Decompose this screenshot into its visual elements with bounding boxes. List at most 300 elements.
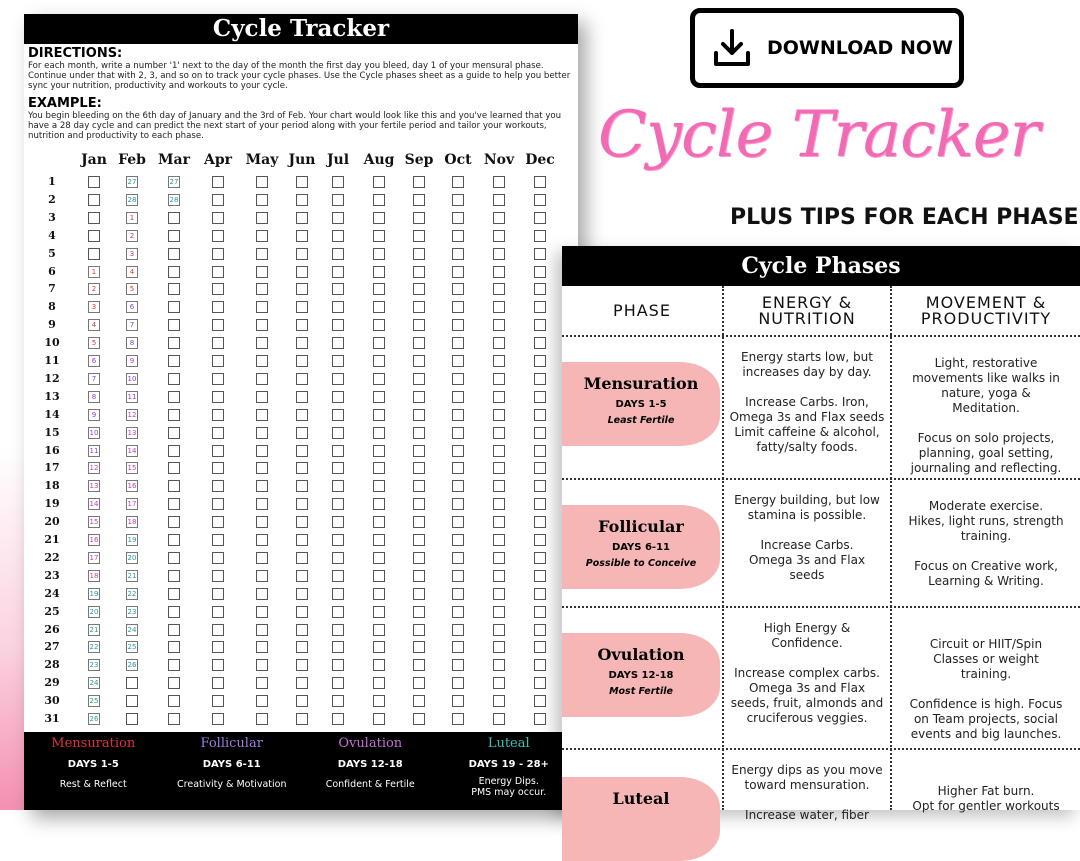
day-checkbox[interactable] (256, 427, 268, 439)
day-checkbox[interactable] (452, 606, 464, 618)
day-checkbox[interactable] (452, 659, 464, 671)
day-checkbox[interactable] (168, 409, 180, 421)
day-checkbox[interactable] (493, 176, 505, 188)
day-checkbox[interactable] (296, 695, 308, 707)
day-checkbox[interactable] (452, 677, 464, 689)
day-checkbox[interactable] (493, 445, 505, 457)
day-checkbox[interactable] (256, 266, 268, 278)
day-checkbox[interactable] (256, 176, 268, 188)
day-checkbox[interactable] (452, 713, 464, 725)
day-checkbox[interactable] (256, 373, 268, 385)
day-checkbox[interactable] (452, 212, 464, 224)
day-checkbox[interactable] (212, 301, 224, 313)
day-checkbox[interactable] (296, 445, 308, 457)
day-checkbox[interactable] (212, 516, 224, 528)
day-checkbox[interactable] (373, 445, 385, 457)
day-checkbox[interactable] (413, 266, 425, 278)
day-checkbox[interactable]: 6 (126, 301, 138, 313)
day-checkbox[interactable] (332, 713, 344, 725)
day-checkbox[interactable] (413, 641, 425, 653)
day-checkbox[interactable] (373, 337, 385, 349)
day-checkbox[interactable] (296, 409, 308, 421)
day-checkbox[interactable] (332, 337, 344, 349)
day-checkbox[interactable]: 6 (88, 355, 100, 367)
day-checkbox[interactable] (493, 534, 505, 546)
day-checkbox[interactable] (413, 230, 425, 242)
day-checkbox[interactable]: 16 (127, 482, 137, 491)
day-checkbox[interactable]: 1 (88, 266, 100, 278)
day-checkbox[interactable] (493, 301, 505, 313)
day-checkbox[interactable] (212, 212, 224, 224)
day-checkbox[interactable] (126, 713, 138, 725)
day-checkbox[interactable] (256, 588, 268, 600)
day-checkbox[interactable] (493, 677, 505, 689)
day-checkbox[interactable] (452, 480, 464, 492)
day-checkbox[interactable] (373, 355, 385, 367)
day-checkbox[interactable] (413, 480, 425, 492)
day-checkbox[interactable] (332, 355, 344, 367)
day-checkbox[interactable] (168, 319, 180, 331)
day-checkbox[interactable] (452, 695, 464, 707)
day-checkbox[interactable] (373, 498, 385, 510)
day-checkbox[interactable] (332, 534, 344, 546)
day-checkbox[interactable] (413, 552, 425, 564)
day-checkbox[interactable] (212, 409, 224, 421)
day-checkbox[interactable] (332, 570, 344, 582)
day-checkbox[interactable]: 20 (127, 553, 137, 562)
day-checkbox[interactable]: 15 (127, 464, 137, 473)
day-checkbox[interactable] (373, 552, 385, 564)
day-checkbox[interactable] (296, 283, 308, 295)
day-checkbox[interactable] (493, 606, 505, 618)
day-checkbox[interactable] (413, 659, 425, 671)
day-checkbox[interactable] (534, 534, 546, 546)
day-checkbox[interactable]: 27 (169, 178, 179, 186)
day-checkbox[interactable] (212, 462, 224, 474)
day-checkbox[interactable] (413, 283, 425, 295)
day-checkbox[interactable] (256, 194, 268, 206)
day-checkbox[interactable] (493, 552, 505, 564)
day-checkbox[interactable] (413, 409, 425, 421)
day-checkbox[interactable] (452, 391, 464, 403)
day-checkbox[interactable]: 20 (89, 607, 99, 616)
day-checkbox[interactable] (296, 606, 308, 618)
day-checkbox[interactable]: 27 (127, 178, 137, 186)
day-checkbox[interactable] (256, 480, 268, 492)
day-checkbox[interactable] (452, 462, 464, 474)
day-checkbox[interactable] (256, 230, 268, 242)
day-checkbox[interactable]: 8 (88, 391, 100, 403)
day-checkbox[interactable] (296, 194, 308, 206)
day-checkbox[interactable] (168, 391, 180, 403)
day-checkbox[interactable]: 28 (169, 195, 179, 204)
day-checkbox[interactable]: 16 (89, 536, 99, 544)
day-checkbox[interactable] (373, 248, 385, 260)
day-checkbox[interactable] (256, 659, 268, 671)
day-checkbox[interactable] (413, 301, 425, 313)
day-checkbox[interactable]: 13 (127, 428, 137, 437)
day-checkbox[interactable] (256, 319, 268, 331)
day-checkbox[interactable] (493, 391, 505, 403)
day-checkbox[interactable] (168, 516, 180, 528)
day-checkbox[interactable] (452, 373, 464, 385)
day-checkbox[interactable] (88, 230, 100, 242)
day-checkbox[interactable] (332, 606, 344, 618)
day-checkbox[interactable] (452, 176, 464, 188)
day-checkbox[interactable] (256, 445, 268, 457)
day-checkbox[interactable] (534, 301, 546, 313)
day-checkbox[interactable]: 19 (89, 589, 99, 598)
day-checkbox[interactable] (413, 355, 425, 367)
day-checkbox[interactable] (168, 212, 180, 224)
day-checkbox[interactable] (493, 373, 505, 385)
day-checkbox[interactable] (534, 588, 546, 600)
day-checkbox[interactable] (534, 641, 546, 653)
day-checkbox[interactable] (168, 606, 180, 618)
day-checkbox[interactable] (373, 570, 385, 582)
day-checkbox[interactable] (332, 230, 344, 242)
day-checkbox[interactable] (256, 534, 268, 546)
day-checkbox[interactable] (212, 570, 224, 582)
day-checkbox[interactable] (493, 570, 505, 582)
day-checkbox[interactable]: 22 (89, 643, 99, 652)
day-checkbox[interactable] (373, 301, 385, 313)
day-checkbox[interactable] (332, 283, 344, 295)
day-checkbox[interactable]: 14 (127, 446, 137, 455)
day-checkbox[interactable]: 12 (127, 410, 137, 419)
day-checkbox[interactable] (296, 427, 308, 439)
day-checkbox[interactable]: 17 (127, 500, 137, 509)
day-checkbox[interactable]: 2 (126, 230, 138, 242)
day-checkbox[interactable] (373, 373, 385, 385)
day-checkbox[interactable] (413, 534, 425, 546)
day-checkbox[interactable] (126, 695, 138, 707)
day-checkbox[interactable] (534, 248, 546, 260)
day-checkbox[interactable] (373, 677, 385, 689)
day-checkbox[interactable]: 1 (126, 212, 138, 224)
day-checkbox[interactable] (168, 266, 180, 278)
day-checkbox[interactable] (256, 391, 268, 403)
day-checkbox[interactable] (332, 319, 344, 331)
day-checkbox[interactable] (452, 445, 464, 457)
day-checkbox[interactable] (212, 624, 224, 636)
day-checkbox[interactable] (493, 319, 505, 331)
day-checkbox[interactable]: 22 (127, 589, 137, 598)
day-checkbox[interactable] (296, 641, 308, 653)
day-checkbox[interactable] (452, 588, 464, 600)
day-checkbox[interactable] (212, 337, 224, 349)
day-checkbox[interactable] (256, 248, 268, 260)
day-checkbox[interactable] (256, 301, 268, 313)
day-checkbox[interactable] (168, 588, 180, 600)
day-checkbox[interactable] (493, 409, 505, 421)
day-checkbox[interactable] (88, 176, 100, 188)
day-checkbox[interactable] (88, 248, 100, 260)
day-checkbox[interactable] (493, 266, 505, 278)
day-checkbox[interactable] (373, 624, 385, 636)
day-checkbox[interactable] (168, 659, 180, 671)
day-checkbox[interactable] (452, 301, 464, 313)
day-checkbox[interactable]: 25 (89, 697, 99, 706)
day-checkbox[interactable] (493, 337, 505, 349)
day-checkbox[interactable] (493, 588, 505, 600)
day-checkbox[interactable] (256, 212, 268, 224)
day-checkbox[interactable] (452, 283, 464, 295)
day-checkbox[interactable] (534, 695, 546, 707)
day-checkbox[interactable] (452, 266, 464, 278)
day-checkbox[interactable] (256, 516, 268, 528)
day-checkbox[interactable] (256, 337, 268, 349)
day-checkbox[interactable] (168, 248, 180, 260)
day-checkbox[interactable] (452, 570, 464, 582)
day-checkbox[interactable] (168, 373, 180, 385)
day-checkbox[interactable]: 17 (89, 553, 99, 562)
day-checkbox[interactable] (296, 266, 308, 278)
day-checkbox[interactable] (256, 641, 268, 653)
day-checkbox[interactable]: 25 (127, 643, 137, 652)
day-checkbox[interactable] (373, 713, 385, 725)
day-checkbox[interactable] (168, 641, 180, 653)
day-checkbox[interactable] (534, 659, 546, 671)
day-checkbox[interactable] (493, 480, 505, 492)
day-checkbox[interactable] (413, 212, 425, 224)
day-checkbox[interactable]: 7 (88, 373, 100, 385)
day-checkbox[interactable] (373, 391, 385, 403)
day-checkbox[interactable] (212, 713, 224, 725)
day-checkbox[interactable] (256, 624, 268, 636)
day-checkbox[interactable] (413, 498, 425, 510)
day-checkbox[interactable] (212, 534, 224, 546)
day-checkbox[interactable] (332, 659, 344, 671)
day-checkbox[interactable] (296, 462, 308, 474)
day-checkbox[interactable]: 18 (127, 518, 137, 527)
day-checkbox[interactable] (296, 534, 308, 546)
day-checkbox[interactable] (373, 516, 385, 528)
day-checkbox[interactable] (534, 194, 546, 206)
day-checkbox[interactable] (212, 552, 224, 564)
day-checkbox[interactable] (296, 301, 308, 313)
day-checkbox[interactable] (212, 445, 224, 457)
day-checkbox[interactable] (373, 534, 385, 546)
day-checkbox[interactable] (212, 391, 224, 403)
day-checkbox[interactable] (168, 480, 180, 492)
day-checkbox[interactable] (534, 624, 546, 636)
day-checkbox[interactable] (413, 427, 425, 439)
day-checkbox[interactable] (296, 373, 308, 385)
day-checkbox[interactable]: 15 (89, 518, 99, 527)
day-checkbox[interactable] (373, 230, 385, 242)
day-checkbox[interactable] (534, 480, 546, 492)
day-checkbox[interactable] (534, 606, 546, 618)
day-checkbox[interactable] (452, 624, 464, 636)
day-checkbox[interactable] (332, 641, 344, 653)
day-checkbox[interactable] (373, 606, 385, 618)
day-checkbox[interactable] (413, 677, 425, 689)
day-checkbox[interactable] (413, 570, 425, 582)
day-checkbox[interactable]: 21 (127, 571, 137, 580)
day-checkbox[interactable] (256, 355, 268, 367)
day-checkbox[interactable] (493, 713, 505, 725)
day-checkbox[interactable] (413, 373, 425, 385)
day-checkbox[interactable] (88, 194, 100, 206)
day-checkbox[interactable] (373, 194, 385, 206)
day-checkbox[interactable] (452, 498, 464, 510)
day-checkbox[interactable]: 11 (89, 446, 99, 455)
day-checkbox[interactable] (296, 355, 308, 367)
day-checkbox[interactable] (413, 606, 425, 618)
day-checkbox[interactable] (296, 516, 308, 528)
day-checkbox[interactable] (534, 462, 546, 474)
day-checkbox[interactable] (296, 624, 308, 636)
day-checkbox[interactable]: 23 (89, 661, 99, 670)
day-checkbox[interactable] (452, 319, 464, 331)
day-checkbox[interactable] (493, 695, 505, 707)
day-checkbox[interactable] (168, 462, 180, 474)
day-checkbox[interactable] (332, 409, 344, 421)
day-checkbox[interactable] (212, 266, 224, 278)
day-checkbox[interactable] (413, 391, 425, 403)
day-checkbox[interactable] (373, 266, 385, 278)
day-checkbox[interactable]: 5 (88, 337, 100, 349)
day-checkbox[interactable] (212, 355, 224, 367)
day-checkbox[interactable] (452, 248, 464, 260)
day-checkbox[interactable] (534, 427, 546, 439)
day-checkbox[interactable] (332, 695, 344, 707)
day-checkbox[interactable] (256, 677, 268, 689)
day-checkbox[interactable] (126, 677, 138, 689)
day-checkbox[interactable] (373, 427, 385, 439)
day-checkbox[interactable] (168, 498, 180, 510)
day-checkbox[interactable] (332, 248, 344, 260)
day-checkbox[interactable] (534, 266, 546, 278)
day-checkbox[interactable] (332, 516, 344, 528)
day-checkbox[interactable] (256, 695, 268, 707)
day-checkbox[interactable] (296, 176, 308, 188)
day-checkbox[interactable] (168, 355, 180, 367)
day-checkbox[interactable] (332, 552, 344, 564)
day-checkbox[interactable] (296, 212, 308, 224)
day-checkbox[interactable] (413, 337, 425, 349)
day-checkbox[interactable] (332, 480, 344, 492)
day-checkbox[interactable] (212, 606, 224, 618)
day-checkbox[interactable] (332, 498, 344, 510)
day-checkbox[interactable]: 2 (88, 283, 100, 295)
day-checkbox[interactable] (296, 498, 308, 510)
day-checkbox[interactable] (296, 713, 308, 725)
day-checkbox[interactable] (534, 373, 546, 385)
day-checkbox[interactable] (168, 301, 180, 313)
day-checkbox[interactable] (452, 516, 464, 528)
day-checkbox[interactable]: 8 (126, 337, 138, 349)
day-checkbox[interactable] (452, 641, 464, 653)
day-checkbox[interactable] (168, 624, 180, 636)
day-checkbox[interactable] (493, 212, 505, 224)
day-checkbox[interactable] (212, 176, 224, 188)
day-checkbox[interactable]: 21 (89, 625, 99, 634)
day-checkbox[interactable] (493, 659, 505, 671)
day-checkbox[interactable] (212, 588, 224, 600)
day-checkbox[interactable] (373, 283, 385, 295)
day-checkbox[interactable]: 12 (89, 464, 99, 473)
day-checkbox[interactable] (332, 194, 344, 206)
day-checkbox[interactable] (332, 373, 344, 385)
day-checkbox[interactable] (493, 624, 505, 636)
day-checkbox[interactable] (256, 498, 268, 510)
day-checkbox[interactable] (373, 659, 385, 671)
day-checkbox[interactable] (373, 212, 385, 224)
day-checkbox[interactable] (332, 212, 344, 224)
day-checkbox[interactable] (413, 624, 425, 636)
day-checkbox[interactable] (296, 677, 308, 689)
day-checkbox[interactable]: 5 (126, 283, 138, 295)
day-checkbox[interactable] (296, 319, 308, 331)
day-checkbox[interactable] (256, 462, 268, 474)
day-checkbox[interactable] (493, 427, 505, 439)
day-checkbox[interactable] (332, 427, 344, 439)
day-checkbox[interactable]: 24 (127, 625, 137, 634)
day-checkbox[interactable] (373, 480, 385, 492)
day-checkbox[interactable] (296, 391, 308, 403)
day-checkbox[interactable] (493, 516, 505, 528)
day-checkbox[interactable]: 10 (89, 428, 99, 437)
day-checkbox[interactable] (413, 462, 425, 474)
day-checkbox[interactable] (168, 713, 180, 725)
day-checkbox[interactable] (373, 588, 385, 600)
day-checkbox[interactable] (534, 391, 546, 403)
day-checkbox[interactable] (373, 462, 385, 474)
day-checkbox[interactable] (256, 570, 268, 582)
day-checkbox[interactable] (534, 337, 546, 349)
day-checkbox[interactable] (413, 713, 425, 725)
day-checkbox[interactable] (296, 337, 308, 349)
day-checkbox[interactable] (332, 588, 344, 600)
day-checkbox[interactable] (212, 248, 224, 260)
day-checkbox[interactable] (296, 659, 308, 671)
day-checkbox[interactable] (452, 552, 464, 564)
day-checkbox[interactable] (493, 498, 505, 510)
day-checkbox[interactable] (168, 570, 180, 582)
day-checkbox[interactable]: 26 (89, 715, 99, 723)
day-checkbox[interactable] (332, 462, 344, 474)
day-checkbox[interactable] (212, 230, 224, 242)
day-checkbox[interactable] (452, 427, 464, 439)
day-checkbox[interactable] (534, 355, 546, 367)
day-checkbox[interactable] (332, 624, 344, 636)
day-checkbox[interactable] (256, 606, 268, 618)
day-checkbox[interactable] (493, 641, 505, 653)
day-checkbox[interactable] (296, 480, 308, 492)
day-checkbox[interactable] (413, 248, 425, 260)
day-checkbox[interactable] (296, 230, 308, 242)
day-checkbox[interactable] (168, 337, 180, 349)
day-checkbox[interactable] (212, 319, 224, 331)
day-checkbox[interactable] (168, 230, 180, 242)
day-checkbox[interactable] (296, 552, 308, 564)
day-checkbox[interactable] (413, 319, 425, 331)
day-checkbox[interactable] (88, 212, 100, 224)
day-checkbox[interactable]: 13 (89, 482, 99, 491)
day-checkbox[interactable] (413, 176, 425, 188)
day-checkbox[interactable] (534, 516, 546, 528)
day-checkbox[interactable] (413, 588, 425, 600)
day-checkbox[interactable] (534, 552, 546, 564)
day-checkbox[interactable]: 14 (89, 500, 99, 509)
day-checkbox[interactable]: 18 (89, 571, 99, 580)
day-checkbox[interactable] (534, 319, 546, 331)
day-checkbox[interactable] (212, 427, 224, 439)
day-checkbox[interactable]: 10 (127, 374, 137, 383)
day-checkbox[interactable]: 4 (88, 319, 100, 331)
